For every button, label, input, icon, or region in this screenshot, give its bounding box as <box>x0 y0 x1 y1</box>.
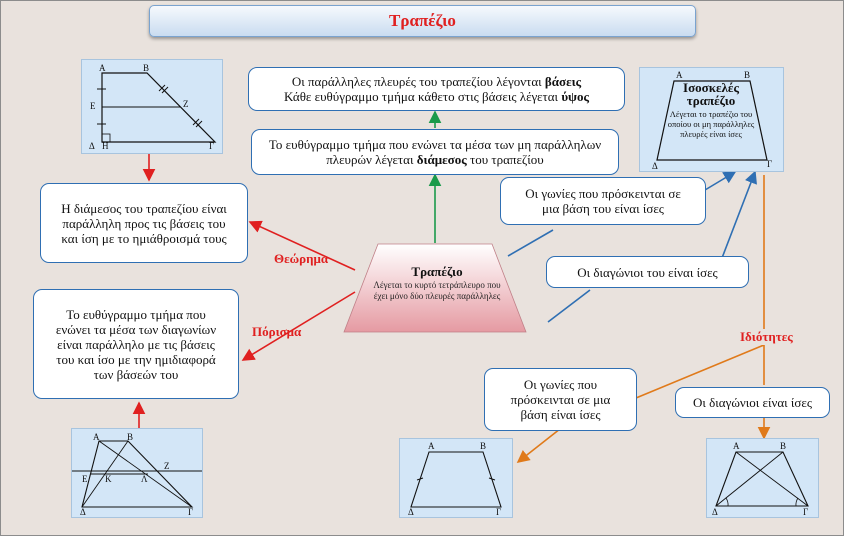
fig3-label-g: Γ <box>188 507 194 517</box>
bases-bold-1: βάσεις <box>544 74 582 89</box>
fig4-label-d: Δ <box>408 507 414 517</box>
fig3-label-b: Β <box>127 432 134 442</box>
fig4-label-g: Γ <box>496 507 502 517</box>
theorem-box: Η διάμεσος του τραπεζίου είναι παράλληλη προς τις βάσεις του και ίση με το ημιάθροισμά τους <box>40 183 248 263</box>
fig5-label-a: Α <box>733 441 740 451</box>
fig3-label-k: Κ <box>105 474 112 484</box>
fig2-label-a: Α <box>676 70 683 80</box>
isosceles-title: Ισοσκελές τραπέζιο <box>683 80 739 108</box>
fig1-label-a: Α <box>99 63 106 73</box>
median-bold: διάμεσος <box>416 152 467 167</box>
line-center-to-diagonals <box>548 290 590 322</box>
fig2-label-d: Δ <box>652 161 658 171</box>
arrow-angles-to-iso <box>705 172 735 190</box>
center-title: Τραπέζιο <box>411 264 463 279</box>
figure-median-trapezoid <box>81 59 223 154</box>
median-text-pre: Το ευθύγραμμο τμήμα που ενώνει τα μέσα των μη παράλληλων πλευρών λέγεται <box>268 137 602 167</box>
fig5-label-d: Δ <box>712 507 718 517</box>
angles-bottom-box: Οι γωνίες που πρόσκεινται σε μια βάση είναι ίσες <box>484 368 637 431</box>
fig1-label-z: Ζ <box>183 99 189 109</box>
isosceles-description: Λέγεται το τραπέζιο του οποίου οι μη παράλληλες πλευρές είναι ίσες <box>667 109 755 139</box>
corollary-label: Πόρισμα <box>252 324 302 339</box>
figure-diagonals-midpoints <box>71 428 203 518</box>
page-title: Τραπέζιο <box>149 5 696 37</box>
angles-top-box: Οι γωνίες που πρόσκεινται σε μια βάση του είναι ίσες <box>500 177 706 225</box>
fig5-label-b: Β <box>780 441 787 451</box>
fig1-label-b: Β <box>143 63 150 73</box>
arrow-diagonals-to-iso <box>722 172 755 258</box>
fig1-label-h: Η <box>102 141 109 151</box>
fig1-label-d: Δ <box>89 141 95 151</box>
bases-box <box>248 67 625 111</box>
fig2-label-g: Γ <box>767 159 773 169</box>
corollary-box: Το ευθύγραμμο τμήμα που ενώνει τα μέσα των διαγωνίων είναι παράλληλο με τις βάσεις του και ίσο με την ημιδιαφορά των βάσεών του <box>33 289 239 399</box>
figure-isosceles-angles <box>399 438 513 518</box>
fig3-label-a: Α <box>93 432 100 442</box>
properties-label: Ιδιότητες <box>740 329 793 344</box>
fig4-label-b: Β <box>480 441 487 451</box>
bases-text-2: Κάθε ευθύγραμμο τμήμα κάθετο στις βάσεις λέγεται <box>283 89 562 104</box>
bases-bold-2: ύψος <box>561 89 589 104</box>
theorem-label: Θεώρημα <box>274 251 329 266</box>
diagonals-bottom-box: Οι διαγώνιοι είναι ίσες <box>675 387 830 418</box>
fig4-label-a: Α <box>428 441 435 451</box>
fig3-label-e: Ε <box>82 474 88 484</box>
fig3-label-z: Ζ <box>164 461 170 471</box>
fig5-label-g: Γ <box>803 507 809 517</box>
figure-isosceles-diagonals <box>706 438 819 518</box>
fig1-label-e: Ε <box>90 101 96 111</box>
fig2-label-b: Β <box>744 70 751 80</box>
median-text-post: του τραπεζίου <box>466 152 544 167</box>
fig1-label-g: Γ <box>209 141 215 151</box>
center-subtitle: Λέγεται το κυρτό τετράπλευρο που έχει μόνο δύο πλευρές παράλληλες <box>373 280 501 301</box>
fig3-label-l: Λ <box>141 474 148 484</box>
median-box <box>251 129 619 175</box>
diagonals-top-box: Οι διαγώνιοι του είναι ίσες <box>546 256 749 288</box>
bases-text-1: Οι παράλληλες πλευρές του τραπεζίου λέγονται <box>291 74 545 89</box>
fig3-label-d: Δ <box>80 507 86 517</box>
